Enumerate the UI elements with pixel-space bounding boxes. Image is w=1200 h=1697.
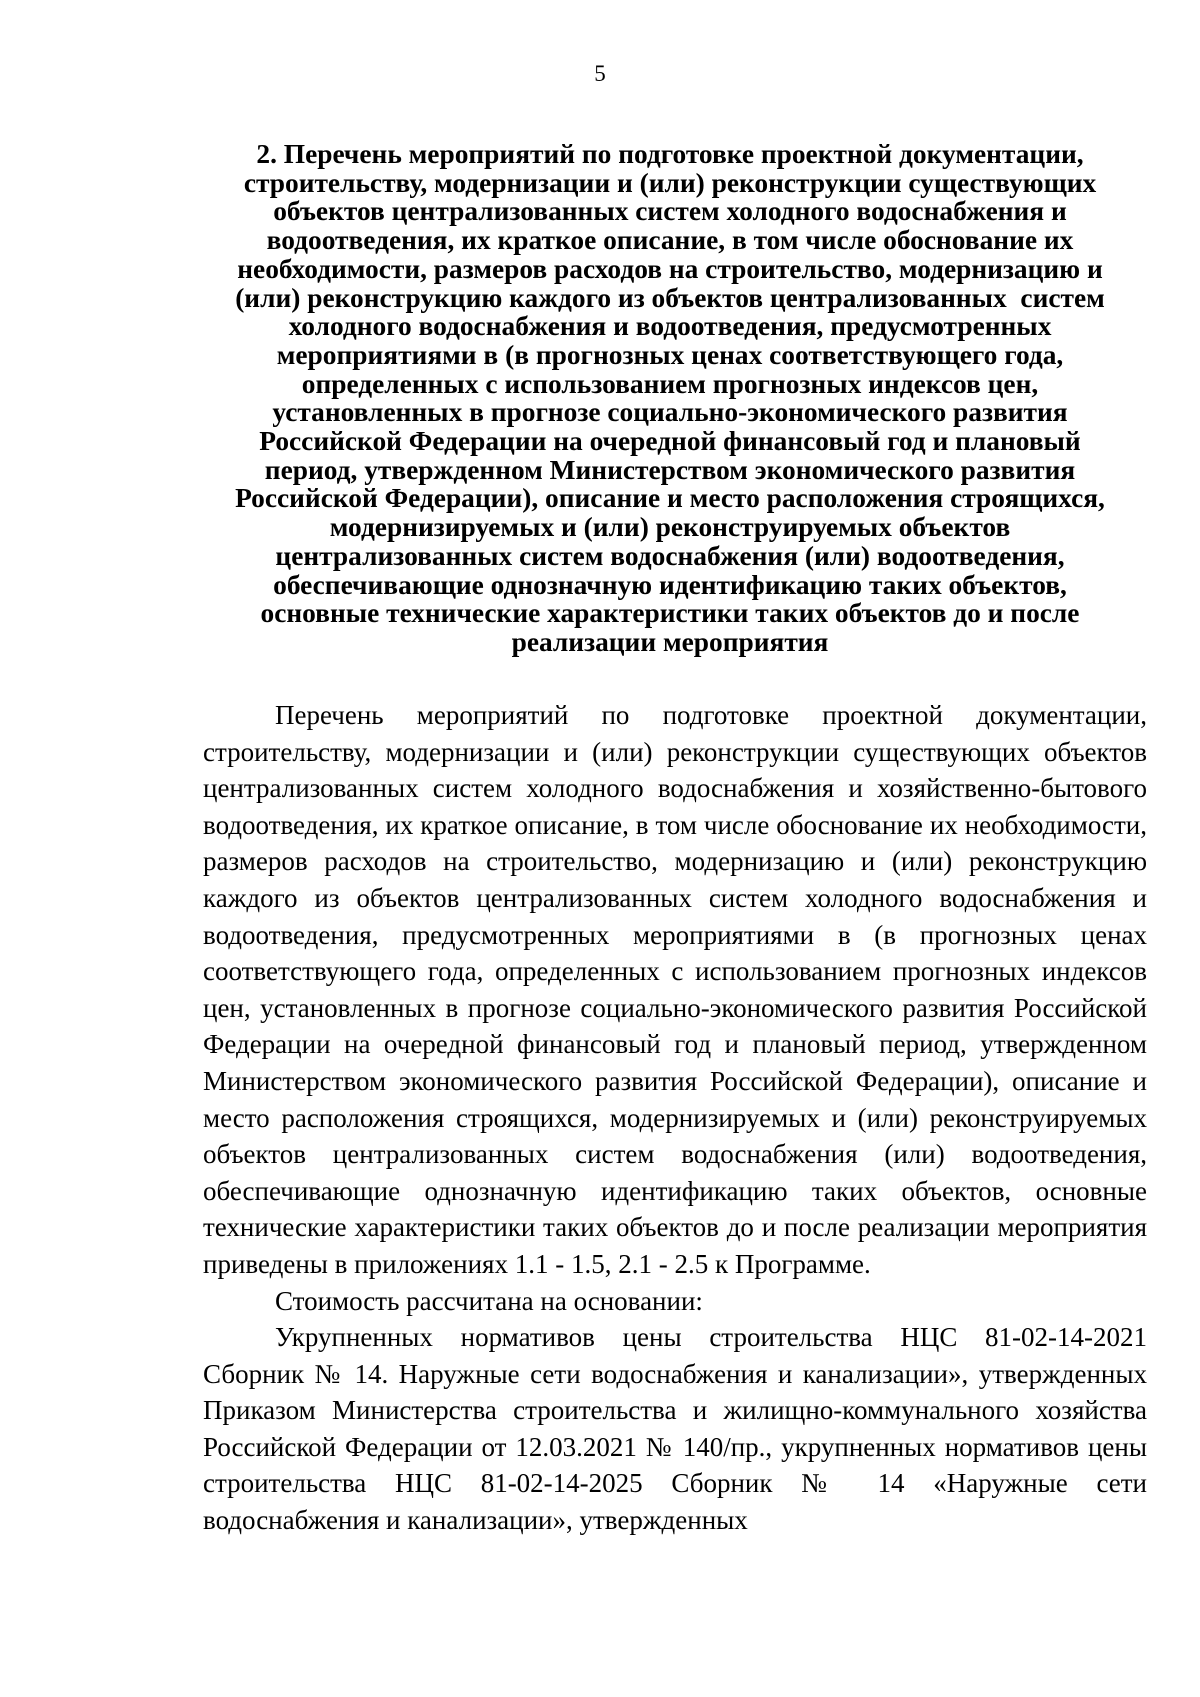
heading-line: основные технические характеристики таких объектов до и после [260,598,1080,629]
heading-line: холодного водоснабжения и водоотведения, предусмотренных [288,311,1052,342]
heading-line: централизованных систем водоснабжения (или) водоотведения, [275,540,1065,571]
heading-line: период, утвержденном Министерством экономического развития [264,454,1076,485]
paragraph-price-norms: Укрупненных нормативов цены строительства НЦС 81-02-14-2021 Сборник № 14. Наружные сети водоснабжения и канализации», утвержденных Приказом Министерства строительства и жилищно-коммунального хозяйства Российской Федерации от 12.03.2021 № 140/пр., укрупненных нормативов цены строительства НЦС 81-02-14-2025 Сборник № 14 «Наружные сети водоснабжения и канализации», утвержденных [203,1322,1147,1536]
heading-line: мероприятиями в (в прогнозных ценах соответствующего года, [276,339,1064,370]
heading-line: объектов централизованных систем холодного водоснабжения и [273,196,1067,227]
heading-line: строительству, модернизации и (или) реконструкции существующих [243,167,1097,198]
heading-line: водоотведения, их краткое описание, в том числе обоснование их [266,225,1074,256]
heading-line: установленных в прогнозе социально-экономического развития [272,397,1068,428]
heading-line: определенных с использованием прогнозных индексов цен, [301,368,1039,399]
heading-line: Российской Федерации), описание и место расположения строящихся, [235,483,1105,514]
heading-line: необходимости, размеров расходов на строительство, модернизацию и [237,253,1103,284]
heading-line: реализации мероприятия [511,626,829,657]
heading-line: обеспечивающие однозначную идентификацию таких объектов, [273,569,1067,600]
heading-line: 2. Перечень мероприятий по подготовке проектной документации, [256,139,1084,169]
section-heading [220,140,1120,657]
heading-line: модернизируемых и (или) реконструируемых объектов [329,512,1011,543]
body-text [203,697,1147,1539]
paragraph-measures-list: Перечень мероприятий по подготовке проектной документации, строительству, модернизации и (или) реконструкции существующих объектов централизованных систем холодного водоснабжения и хозяйственно-бытового водоотведения, их краткое описание, в том числе обоснование их необходимости, размеров расходов на строительство, модернизацию и (или) реконструкцию каждого из объектов централизованных систем холодного водоснабжения и водоотведения, предусмотренных мероприятиями в (в прогнозных ценах соответствующего года, определенных с использованием прогнозных индексов цен, установленных в прогнозе социально-экономического развития Российской Федерации на очередной финансовый год и плановый период, утвержденном Министерством экономического развития Российской Федерации), описание и место расположения строящихся, модернизируемых и (или) реконструируемых объектов централизованных систем водоснабжения (или) водоотведения, обеспечивающие однозначную идентификацию таких объектов, основные технические характеристики таких объектов до и после реализации мероприятия приведены в приложениях 1.1 - 1.5, 2.1 - 2.5 к Программе. [203,700,1147,1279]
heading-line: Российской Федерации на очередной финансовый год и плановый [259,426,1081,457]
paragraph-cost-basis: Стоимость рассчитана на основании: [275,1285,703,1316]
heading-line: (или) реконструкцию каждого из объектов централизованных систем [235,282,1105,313]
page-number: 5 [594,61,606,86]
